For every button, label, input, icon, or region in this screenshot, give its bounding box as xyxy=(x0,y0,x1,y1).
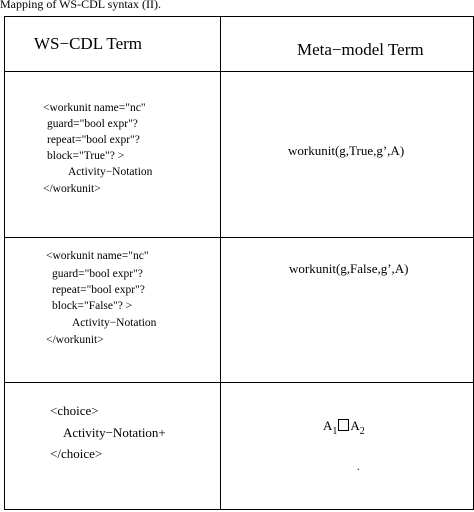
code-line: block="True"? > xyxy=(47,150,125,162)
row-divider-1 xyxy=(4,237,474,238)
code-line: </workunit> xyxy=(46,334,104,346)
table-border-left xyxy=(4,16,5,510)
stray-dot: . xyxy=(357,462,360,473)
header-divider xyxy=(4,71,474,72)
column-divider xyxy=(220,16,221,510)
table-caption: Mapping of WS-CDL syntax (II). xyxy=(0,0,161,11)
table-border-bottom xyxy=(4,509,474,510)
row3-meta-term xyxy=(323,418,365,437)
operand-a2: A xyxy=(350,418,360,433)
code-line: Activity−Notation xyxy=(68,166,153,178)
code-line: <workunit name="nc" xyxy=(43,102,146,114)
code-line: <workunit name="nc" xyxy=(46,250,149,262)
row2-meta-term: workunit(g,False,g’,A) xyxy=(289,261,409,276)
choice-operator-box-icon xyxy=(338,419,349,431)
code-line: repeat="bool expr"? xyxy=(47,134,140,146)
code-line: Activity−Notation xyxy=(72,317,157,329)
code-line: guard="bool expr"? xyxy=(47,118,138,130)
code-line: <choice> xyxy=(50,403,99,418)
operand-a1: A xyxy=(323,418,333,433)
row1-meta-term: workunit(g,True,g’,A) xyxy=(288,143,405,158)
code-line: </choice> xyxy=(50,446,103,461)
code-line: repeat="bool expr"? xyxy=(52,284,145,296)
mapping-table xyxy=(4,16,474,510)
code-line: </workunit> xyxy=(43,183,101,195)
header-ws-cdl-term: WS−CDL Term xyxy=(34,34,143,53)
row-divider-2 xyxy=(4,382,474,383)
code-line: block="False"? > xyxy=(52,300,133,312)
code-line: Activity−Notation+ xyxy=(63,425,166,440)
subscript-1: 1 xyxy=(332,426,338,437)
table-border-top xyxy=(4,16,474,17)
subscript-2: 2 xyxy=(359,426,365,437)
header-meta-model-term: Meta−model Term xyxy=(297,40,424,59)
code-line: guard="bool expr"? xyxy=(52,268,143,280)
